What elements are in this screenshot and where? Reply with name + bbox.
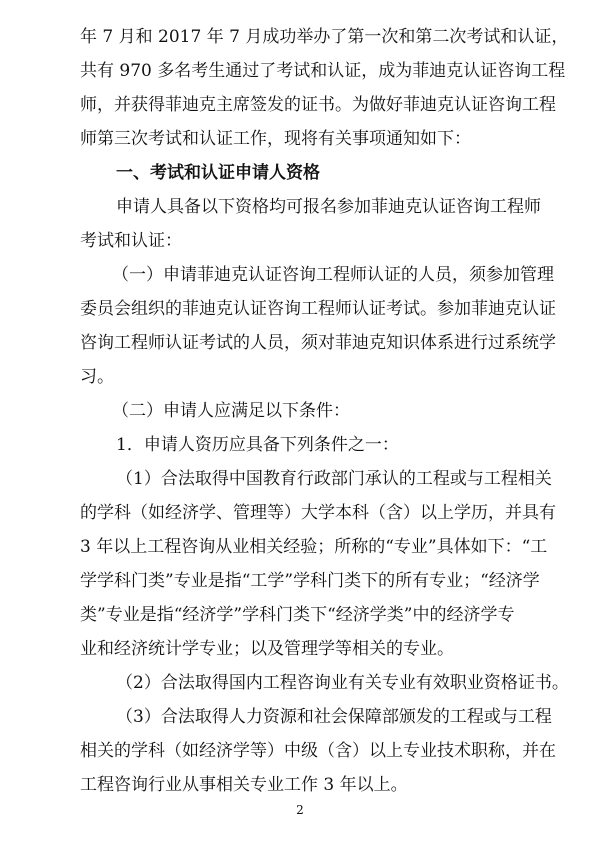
body-line: 习。	[80, 367, 114, 387]
body-line: 类”专业是指“经济学”学科门类下“经济学类”中的经济学专	[80, 605, 515, 625]
body-line: 咨询工程师认证考试的人员，须对菲迪克知识体系进行过系统学	[80, 333, 556, 353]
body-line: 共有 970 多名考生通过了考试和认证，成为菲迪克认证咨询工程	[80, 61, 566, 81]
body-line: 年 7 月和 2017 年 7 月成功举办了第一次和第二次考试和认证，	[80, 27, 569, 47]
body-line: 业和经济统计学专业；以及管理学等相关的专业。	[80, 639, 454, 659]
body-line: （2）合法取得国内工程咨询业有关专业有效职业资格证书。	[116, 673, 569, 693]
body-line: 师第三次考试和认证工作，现将有关事项通知如下：	[80, 129, 471, 149]
body-line: （一）申请菲迪克认证咨询工程师认证的人员，须参加管理	[112, 265, 554, 285]
body-line: 3 年以上工程咨询从业相关经验；所称的“专业”具体如下：“工	[80, 537, 548, 557]
body-line: 1．申请人资历应具备下列条件之一：	[116, 435, 399, 455]
body-line: 工程咨询行业从事相关专业工作 3 年以上。	[80, 775, 408, 795]
body-line: （二）申请人应满足以下条件：	[112, 401, 350, 421]
page-number: 2	[296, 803, 304, 817]
body-line: 相关的学科（如经济学等）中级（含）以上专业技术职称，并在	[80, 741, 556, 761]
body-line: 委员会组织的菲迪克认证咨询工程师认证考试。参加菲迪克认证	[80, 299, 556, 319]
body-line: 申请人具备以下资格均可报名参加菲迪克认证咨询工程师	[116, 197, 541, 217]
section-heading: 一、考试和认证申请人资格	[116, 163, 320, 183]
body-line: 学学科门类”专业是指“工学”学科门类下的所有专业；“经济学	[80, 571, 540, 591]
body-line: 的学科（如经济学、管理等）大学本科（含）以上学历，并具有	[80, 503, 556, 523]
body-line: （1）合法取得中国教育行政部门承认的工程或与工程相关	[116, 469, 552, 489]
body-line: （3）合法取得人力资源和社会保障部颁发的工程或与工程	[116, 707, 552, 727]
body-line: 师，并获得菲迪克主席签发的证书。为做好菲迪克认证咨询工程	[80, 95, 556, 115]
body-line: 考试和认证：	[80, 231, 182, 251]
